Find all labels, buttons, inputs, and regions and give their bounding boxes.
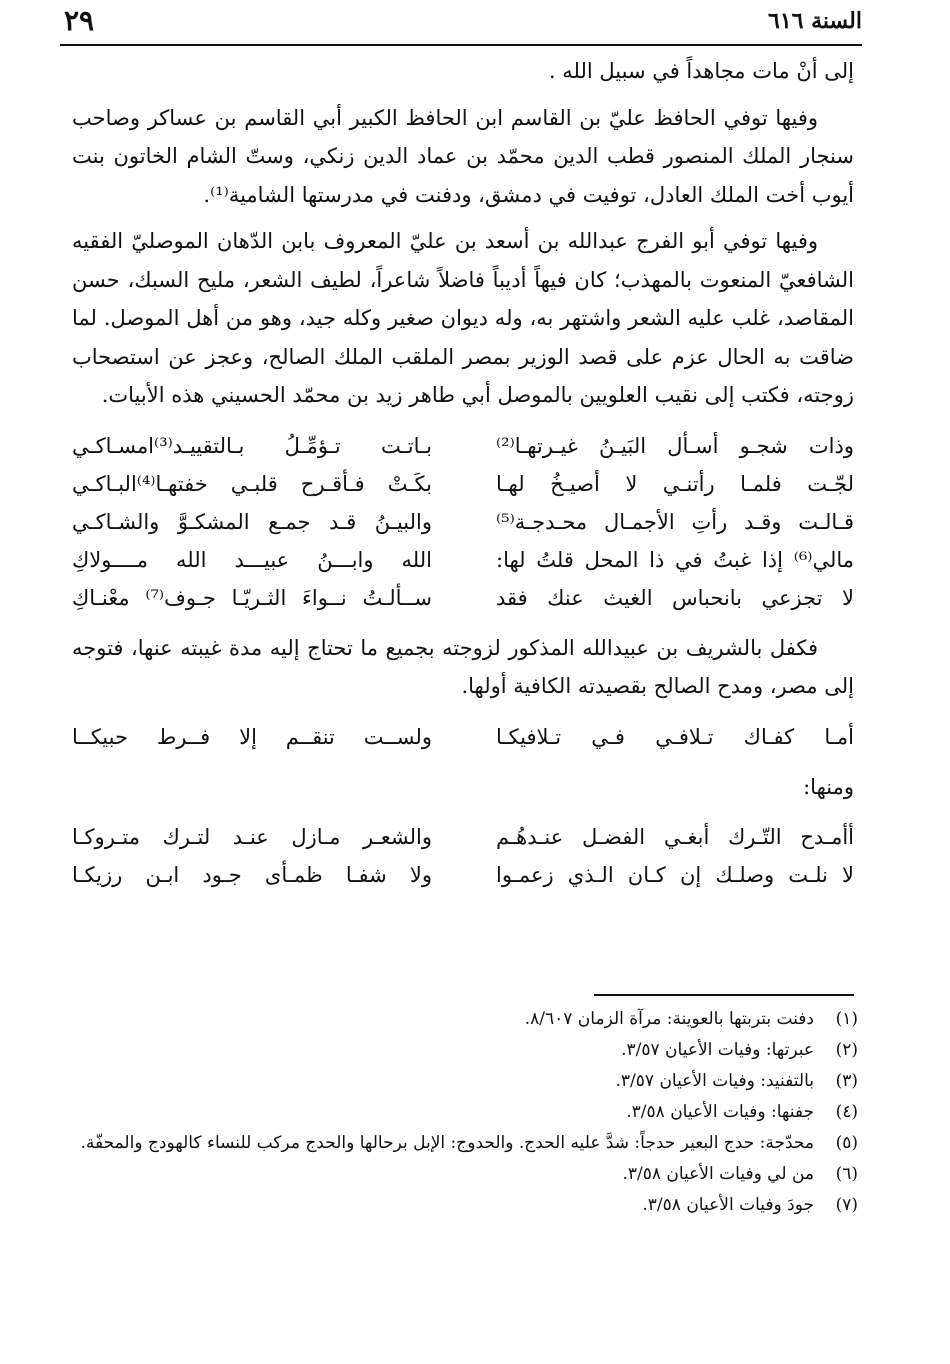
poem-1-verse — [72, 503, 854, 541]
footnote-text: من لي وفيات الأعيان ٣/٥٨. — [622, 1164, 814, 1184]
paragraph-3: وفيها توفي أبو الفرج عبدالله بن أسعد بن عليّ المعروف بابن الدّهان الموصليّ الفقيه الشافعيّ المنعوت بالمهذب؛ كان فيهاً أديباً فاضلاً شاعراً، لطيف الشعر، مليح السبك، حسن المقاصد، غلب عليه الشعر واشتهر به، وله ديوان صغير وكله جيد، وهو من أهل الموصل. لما ضاقت به الحال عزم على قصد الوزير بمصر الملقب الملك الصالح، وعجز عن استصحاب زوجته، فكتب إلى نقيب العلويين بالموصل أبي طاهر زيد بن محمّد الحسيني هذه الأبيات. — [72, 229, 854, 407]
verse-second-hemistich: ولا شفـا ظمـأى جـود ابـن رزيكـا — [72, 862, 432, 887]
verse-second-hemistich: بـاتـت تـؤمِّـلُ بـالتقييـد⁽³⁾امسـاكـي — [72, 433, 432, 458]
poem-1-verse — [72, 465, 854, 503]
page-header — [60, 4, 862, 46]
footnote-number: (٢) — [835, 1040, 858, 1060]
poem-1-verse — [72, 427, 854, 465]
footnote-number: (٧) — [835, 1195, 858, 1215]
verse-first-hemistich: لجّـت فلمـا رأتنـي لا أصيـخُ لهـا — [496, 471, 854, 496]
poem-3 — [72, 818, 854, 894]
footnote-text: دفنت بتربتها بالعوينة: مرآة الزمان ٨/٦٠٧. — [524, 1009, 814, 1029]
footnote-text: عبرتها: وفيات الأعيان ٣/٥٧. — [621, 1040, 814, 1060]
header-year: السنة ٦١٦ — [768, 8, 862, 34]
verse-second-hemistich: والبيـنُ قـد جمـع المشكـوَّ والشـاكـي — [72, 509, 432, 534]
poem-2-verse — [72, 718, 854, 756]
footnote-number: (٦) — [835, 1164, 858, 1184]
footnote — [72, 1035, 858, 1066]
verse-first-hemistich: أمـا كفـاك تـلافـي فـي تـلافيكـا — [496, 724, 854, 749]
footnote-number: (١) — [835, 1009, 858, 1029]
poem-3-verse — [72, 818, 854, 856]
footnote-text: جودَ وفيات الأعيان ٣/٥٨. — [642, 1195, 814, 1215]
verse-first-hemistich: قـالـت وقـد رأتِ الأجمـال محـدجـة⁽⁵⁾ — [496, 509, 854, 534]
verse-second-hemistich: والشعـر مـازل عنـد لتـرك متـروكـا — [72, 824, 432, 849]
footnote — [72, 1004, 858, 1035]
verse-first-hemistich: لا تجزعي بانحباس الغيث عنك فقد — [496, 585, 854, 610]
verse-first-hemistich: لا نلـت وصلـك إن كـان الـذي زعمـوا — [496, 862, 854, 887]
footnote-text: محدّجة: حدج البعير حدجاً: شدَّ عليه الحدج. والحدوج: الإبل برحالها والحدج مركب للنساء كالهودج والمحفّة. — [80, 1133, 814, 1153]
verse-second-hemistich: بكَـتْ فـأقـرح قلبـي خفتهـا⁽⁴⁾البـاكـي — [72, 471, 432, 496]
paragraph-4: فكفل بالشريف بن عبيدالله المذكور لزوجته بجميع ما تحتاج إليه مدة غيبته عنها، فتوجه إلى مصر، ومدح الصالح بقصيدته الكافية أولها. — [72, 635, 854, 698]
footnote-text: بالتفنيد: وفيات الأعيان ٣/٥٧. — [615, 1071, 814, 1091]
verse-second-hemistich: ولســت تنقــم إلا فــرط حبيكــا — [72, 724, 432, 749]
minha-label: ومنها: — [803, 774, 854, 799]
paragraph-2: وفيها توفي الحافظ عليّ بن القاسم ابن الحافظ الكبير أبي القاسم بن عساكر وصاحب سنجار الملك المنصور قطب الدين محمّد بن عماد الدين زنكي، وستّ الشام الخاتون بنت أيوب أخت الملك العادل، توفيت في دمشق، ودفنت في مدرستها الشامية⁽¹⁾. — [72, 105, 854, 207]
verse-second-hemistich: ســألـتُ نــواءَ الثـريّـا جـوف⁽⁷⁾ معْنـاكِ — [72, 585, 432, 610]
footnote-number: (٥) — [835, 1133, 858, 1153]
main-text — [72, 52, 854, 894]
poem-2 — [72, 718, 854, 756]
verse-first-hemistich: مالي⁽⁶⁾ إذا غبتُ في ذا المحل قلتُ لها: — [496, 547, 854, 572]
paragraph-1: إلى أنْ مات مجاهداً في سبيل الله . — [548, 59, 854, 83]
page-number: ٢٩ — [64, 4, 95, 37]
footnotes — [72, 1004, 858, 1221]
poem-3-verse — [72, 856, 854, 894]
footnote — [72, 1159, 858, 1190]
poem-1-verse — [72, 541, 854, 579]
verse-second-hemistich: الله وابـــنُ عبيـــد الله مــــولاكِ — [72, 547, 432, 572]
footnote-separator — [594, 994, 854, 996]
poem-1-verse — [72, 579, 854, 617]
verse-first-hemistich: أأمـدح التّـرك أبغـي الفضـل عنـدهُـم — [496, 824, 854, 849]
footnote — [72, 1128, 858, 1159]
footnote-text: جفنها: وفيات الأعيان ٣/٥٨. — [626, 1102, 814, 1122]
verse-first-hemistich: وذات شجـو أسـأل البَيـنُ غيـرتهـا⁽²⁾ — [496, 433, 854, 458]
footnote — [72, 1190, 858, 1221]
poem-1 — [72, 427, 854, 617]
footnote-number: (٤) — [835, 1102, 858, 1122]
footnote — [72, 1066, 858, 1097]
footnote — [72, 1097, 858, 1128]
footnote-number: (٣) — [835, 1071, 858, 1091]
